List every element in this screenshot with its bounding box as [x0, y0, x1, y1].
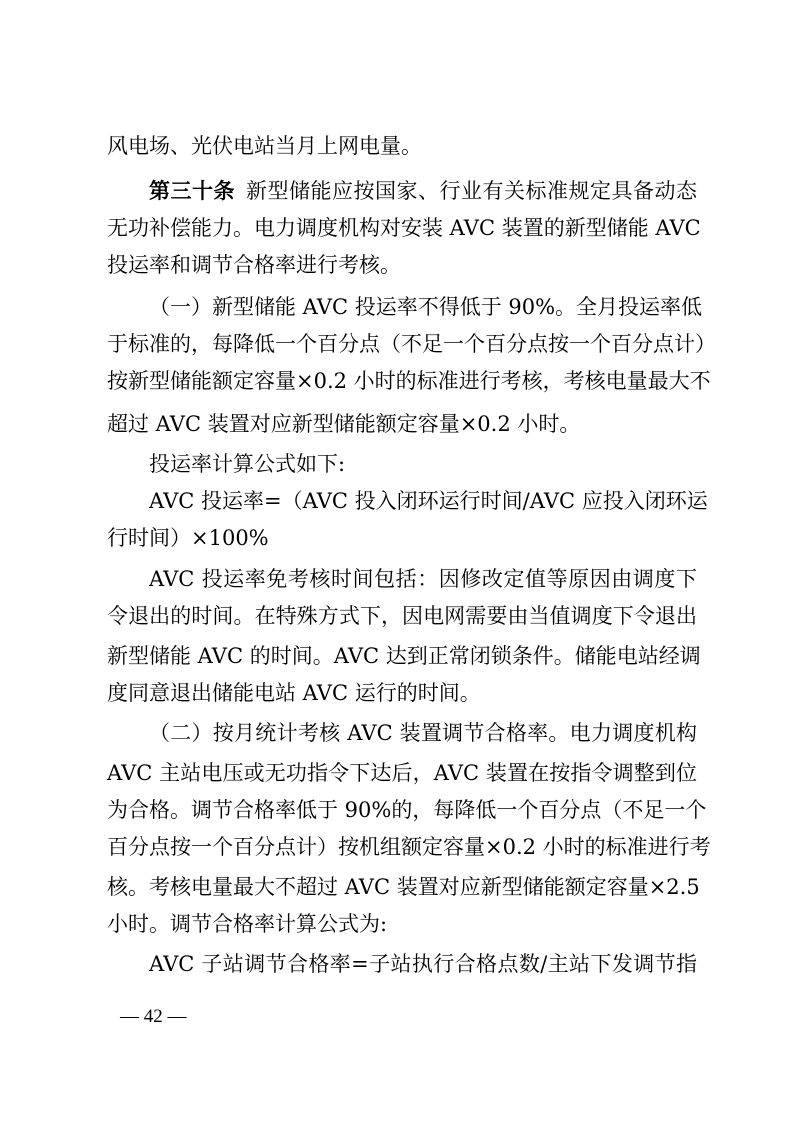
text-line-5: （一）新型储能 AVC 投运率不得低于 90%。全月投运率低: [149, 295, 703, 319]
text-line-16: （二）按月统计考核 AVC 装置调节合格率。电力调度机构: [149, 721, 697, 745]
article-30-first-line: [149, 175, 697, 207]
text-line-15: 度同意退出储能电站 AVC 运行的时间。: [107, 681, 481, 705]
text-line-12: AVC 投运率免考核时间包括：因修改定值等原因由调度下: [149, 567, 697, 591]
text-line-1: 风电场、光伏电站当月上网电量。: [107, 134, 422, 158]
text-line-13: 令退出的时间。在特殊方式下，因电网需要由当值调度下令退出: [107, 604, 697, 628]
text-line-19: 百分点按一个百分点计）按机组额定容量×0.2 小时的标准进行考: [107, 835, 711, 859]
text-line-4: 投运率和调节合格率进行考核。: [107, 253, 401, 277]
text-line-10: AVC 投运率=（AVC 投入闭环运行时间/AVC 应投入闭环运: [149, 489, 708, 513]
text-line-21: 小时。调节合格率计算公式为:: [107, 912, 388, 936]
text-line-14: 新型储能 AVC 的时间。AVC 达到正常闭锁条件。储能电站经调: [107, 644, 701, 668]
text-line-20: 核。考核电量最大不超过 AVC 装置对应新型储能额定容量×2.5: [107, 875, 700, 899]
text-line-18: 为合格。调节合格率低于 90%的，每降低一个百分点（不足一个: [107, 798, 707, 822]
text-line-3: 无功补偿能力。电力调度机构对安装 AVC 装置的新型储能 AVC: [107, 216, 701, 240]
text-line-11: 行时间）×100%: [107, 526, 269, 550]
text-line-8: 超过 AVC 装置对应新型储能额定容量×0.2 小时。: [107, 412, 581, 436]
text-line-17: AVC 主站电压或无功指令下达后，AVC 装置在按指令调整到位: [107, 761, 697, 785]
page-number: — 42 —: [120, 1006, 187, 1027]
text-line-7: 按新型储能额定容量×0.2 小时的标准进行考核，考核电量最大不: [107, 369, 711, 393]
text-line-22: AVC 子站调节合格率=子站执行合格点数/主站下发调节指: [149, 952, 697, 976]
text-line-9: 投运率计算公式如下:: [149, 452, 346, 476]
article-label: 第三十条: [149, 179, 235, 203]
text-line-6: 于标准的，每降低一个百分点（不足一个百分点按一个百分点计）: [107, 332, 716, 356]
text-line-2: 新型储能应按国家、行业有关标准规定具备动态: [245, 179, 697, 203]
